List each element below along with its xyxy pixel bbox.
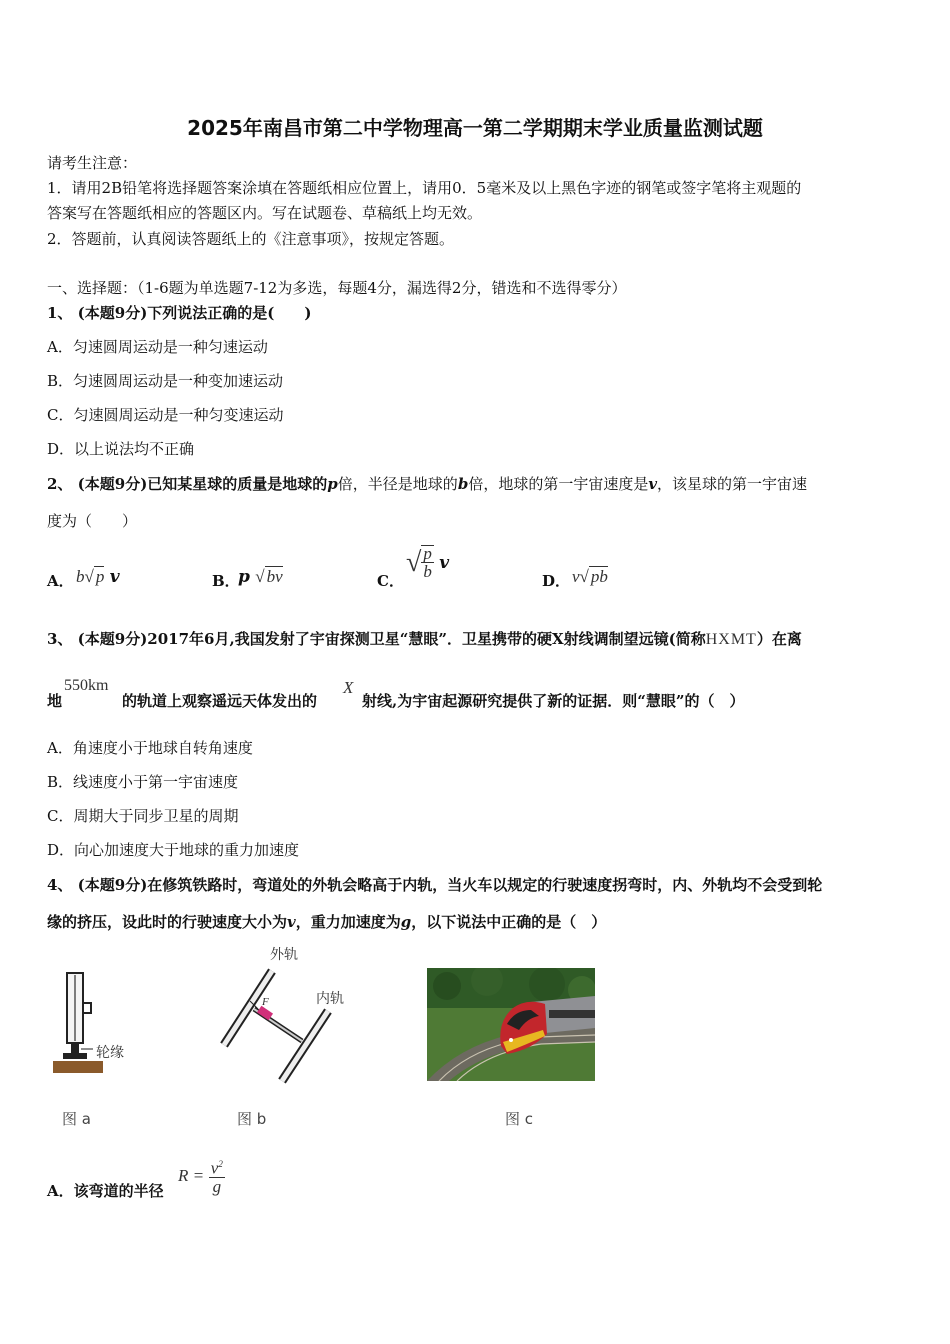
q1-option-d: D．以上说法均不正确 bbox=[47, 440, 195, 458]
q3-x-symbol: X bbox=[343, 678, 354, 697]
notice-line-1b: 答案写在答题纸相应的答题区内。写在试题卷、草稿纸上均无效。 bbox=[47, 204, 483, 222]
q2-option-d-label: D． bbox=[542, 572, 571, 590]
q3-stem-b: ）在离 bbox=[756, 630, 802, 648]
q2-option-c-formula: √ $\frac{p}{b}$ v bbox=[406, 544, 450, 581]
notice-line-1a: 1．请用2B铅笔将选择题答案涂填在答题纸相应位置上，请用0．5毫米及以上黑色字迹的钢笔或签字笔将主观题的 bbox=[47, 179, 802, 197]
q2-stem-c: 倍，地球的第一宇宙速度是 bbox=[468, 475, 649, 493]
q2-stem-line2: 度为（ ） bbox=[47, 512, 138, 530]
q4-g: g bbox=[400, 913, 412, 931]
q3-option-b: B．线速度小于第一宇宙速度 bbox=[47, 773, 239, 791]
q3-hxmt: HXMT bbox=[705, 631, 757, 648]
q1-option-c: C．匀速圆周运动是一种匀变速运动 bbox=[47, 406, 284, 424]
q3-stem-e: 射线,为宇宙起源研究提供了新的证据．则“慧眼”的（ ） bbox=[362, 692, 745, 710]
figure-b-inner-rail-label: 内轨 bbox=[316, 991, 344, 1007]
q4-option-a-label: A．该弯道的半径 bbox=[47, 1182, 164, 1200]
figure-c-caption: 图 c bbox=[505, 1110, 534, 1128]
q3-stem-a: 3、 (本题9分)2017年6月,我国发射了宇宙探测卫星“慧眼”．卫星携带的硬X射线调制望远镜(简称 bbox=[47, 630, 706, 648]
q3-option-d: D．向心加速度大于地球的重力加速度 bbox=[47, 841, 300, 859]
figure-b-caption: 图 b bbox=[237, 1110, 267, 1128]
figure-c-train-photo bbox=[427, 968, 595, 1081]
figure-a-caption: 图 a bbox=[62, 1110, 91, 1128]
q2-b: b bbox=[457, 475, 469, 493]
q2-stem-a: 2、 (本题9分)已知某星球的质量是地球的 bbox=[47, 475, 328, 493]
q2-v: v bbox=[648, 475, 658, 493]
q2-option-d-formula: v√ pb bbox=[572, 567, 608, 586]
q4-stem-b3: ，以下说法中正确的是（ ） bbox=[411, 913, 607, 931]
q2-stem-b: 倍，半径是地球的 bbox=[337, 475, 458, 493]
figure-b-outer-rail-label: 外轨 bbox=[270, 947, 298, 963]
q2-option-a-label: A． bbox=[47, 572, 74, 590]
q4-stem-b1: 缘的挤压，设此时的行驶速度大小为 bbox=[47, 913, 288, 931]
q1-option-a: A．匀速圆周运动是一种匀速运动 bbox=[47, 338, 268, 356]
q4-v: v bbox=[287, 913, 296, 931]
q3-option-a: A．角速度小于地球自转角速度 bbox=[47, 739, 253, 757]
q3-stem-c: 地 bbox=[47, 692, 63, 710]
q2-option-b-label: B． bbox=[212, 572, 240, 590]
q1-stem: 1、 (本题9分)下列说法正确的是( ) bbox=[47, 304, 312, 322]
q2-stem-line1 bbox=[47, 473, 807, 494]
page-title: 2025年南昌市第二中学物理高一第二学期期末学业质量监测试题 bbox=[187, 116, 763, 140]
q3-option-c: C．周期大于同步卫星的周期 bbox=[47, 807, 239, 825]
q4-option-a-formula: R = $\frac{v^2}{g}$ bbox=[178, 1156, 225, 1196]
figure-a-wheel-rail bbox=[45, 965, 135, 1085]
figure-b-track-section bbox=[210, 955, 360, 1085]
q2-p: p bbox=[327, 475, 338, 493]
q3-distance: 550km bbox=[64, 677, 109, 694]
q4-stem-line1: 4、 (本题9分)在修筑铁路时，弯道处的外轨会略高于内轨，当火车以规定的行驶速度拐弯时，内、外轨均不会受到轮 bbox=[47, 876, 823, 894]
q4-stem-line2 bbox=[47, 911, 606, 932]
figure-a-flange-label: 轮缘 bbox=[96, 1045, 124, 1061]
q3-stem-d: 的轨道上观察遥远天体发出的 bbox=[122, 692, 318, 710]
q2-option-b-formula: p √ bv bbox=[238, 567, 283, 587]
notice-line-2: 2．答题前，认真阅读答题纸上的《注意事项》，按规定答题。 bbox=[47, 230, 455, 248]
q2-stem-d: ，该星球的第一宇宙速 bbox=[657, 475, 808, 493]
q2-option-a-formula: b√ p v bbox=[76, 567, 120, 587]
section-heading: 一、选择题：（1-6题为单选题7-12为多选，每题4分，漏选得2分，错选和不选得零分） bbox=[47, 279, 627, 297]
notice-heading: 请考生注意： bbox=[47, 154, 138, 172]
q1-option-b: B．匀速圆周运动是一种变加速运动 bbox=[47, 372, 284, 390]
figure-b-force-label: F bbox=[262, 996, 269, 1008]
q3-stem-line1 bbox=[47, 628, 802, 649]
q2-option-c-label: C． bbox=[377, 572, 404, 590]
q4-stem-b2: ，重力加速度为 bbox=[295, 913, 401, 931]
